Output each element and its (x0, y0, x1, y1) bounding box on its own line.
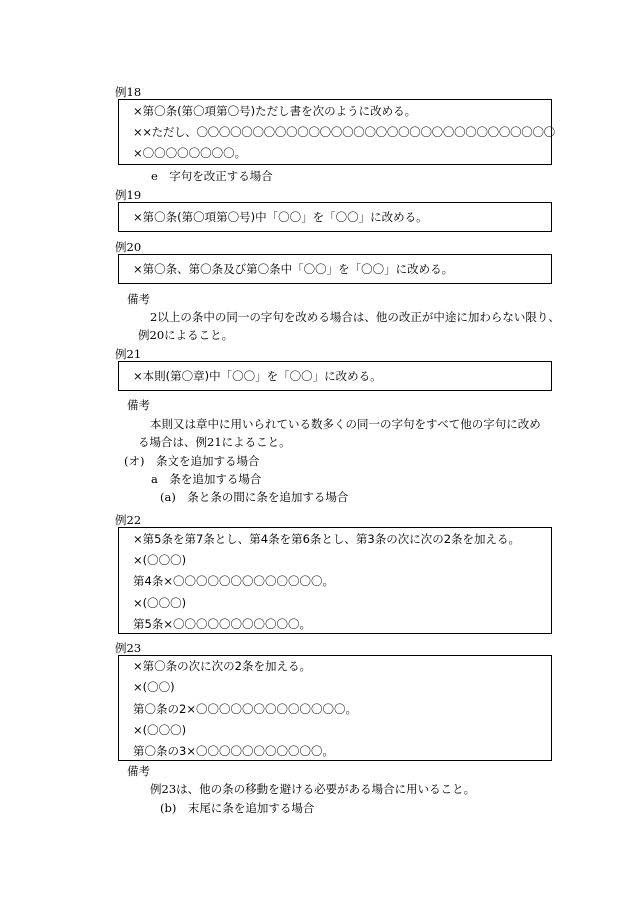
heading-a: a 条を追加する場合 (151, 472, 262, 486)
example-21-box (118, 361, 552, 391)
example-22-label: 例22 (115, 513, 142, 527)
note-3-line-1: 例23は、他の条の移動を避ける必要がある場合に用いること。 (150, 782, 476, 796)
example-22-line-3: 第4条×〇〇〇〇〇〇〇〇〇〇〇〇〇。 (133, 574, 334, 588)
note-2-label: 備考 (127, 398, 150, 412)
example-18-line-2: ××ただし、〇〇〇〇〇〇〇〇〇〇〇〇〇〇〇〇〇〇〇〇〇〇〇〇〇〇〇〇〇〇〇〇 (133, 125, 555, 139)
example-23-label: 例23 (115, 641, 142, 655)
note-3-label: 備考 (127, 764, 150, 778)
heading-e: e 字句を改正する場合 (151, 169, 273, 183)
note-2-line-2: る場合は、例21によること。 (138, 435, 291, 449)
example-21-label: 例21 (115, 347, 142, 361)
example-19-line-1: ×第〇条(第〇項第〇号)中「〇〇」を「〇〇」に改める。 (133, 210, 428, 224)
note-1-line-1: 2以上の条中の同一の字句を改める場合は、他の改正が中途に加わらない限り、 (150, 310, 560, 324)
example-22-line-1: ×第5条を第7条とし、第4条を第6条とし、第3条の次に次の2条を加える。 (133, 532, 521, 546)
example-18-line-3: ×〇〇〇〇〇〇〇〇。 (133, 146, 247, 160)
note-1-line-2: 例20によること。 (138, 328, 234, 342)
example-22-line-4: ×(〇〇〇) (133, 596, 187, 610)
example-19-box (118, 202, 552, 232)
example-23-line-1: ×第〇条の次に次の2条を加える。 (133, 659, 311, 673)
example-22-line-2: ×(〇〇〇) (133, 553, 187, 567)
example-23-line-3: 第〇条の2×〇〇〇〇〇〇〇〇〇〇〇〇〇。 (133, 702, 357, 716)
heading-b: (b) 末尾に条を追加する場合 (160, 801, 315, 815)
example-20-line-1: ×第〇条、第〇条及び第〇条中「〇〇」を「〇〇」に改める。 (133, 262, 454, 276)
example-18-label: 例18 (115, 85, 142, 99)
example-23-line-5: 第〇条の3×〇〇〇〇〇〇〇〇〇〇〇。 (133, 744, 334, 758)
example-20-label: 例20 (115, 240, 142, 254)
heading-o: (オ) 条文を追加する場合 (124, 454, 260, 468)
example-20-box (118, 254, 552, 284)
example-19-label: 例19 (115, 188, 142, 202)
example-18-box (118, 99, 555, 165)
example-23-line-2: ×(〇〇) (133, 680, 175, 694)
example-23-line-4: ×(〇〇〇) (133, 723, 187, 737)
example-22-box (118, 527, 552, 634)
example-22-line-5: 第5条×〇〇〇〇〇〇〇〇〇〇〇。 (133, 617, 311, 631)
note-2-line-1: 本則又は章中に用いられている数多くの同一の字句をすべて他の字句に改め (150, 417, 541, 431)
example-18-line-1: ×第〇条(第〇項第〇号)ただし書を次のように改める。 (133, 104, 417, 118)
note-1-label: 備考 (127, 292, 150, 306)
example-21-line-1: ×本則(第〇章)中「〇〇」を「〇〇」に改める。 (133, 369, 382, 383)
example-23-box (118, 655, 552, 761)
heading-a1: (a) 条と条の間に条を追加する場合 (160, 490, 349, 504)
